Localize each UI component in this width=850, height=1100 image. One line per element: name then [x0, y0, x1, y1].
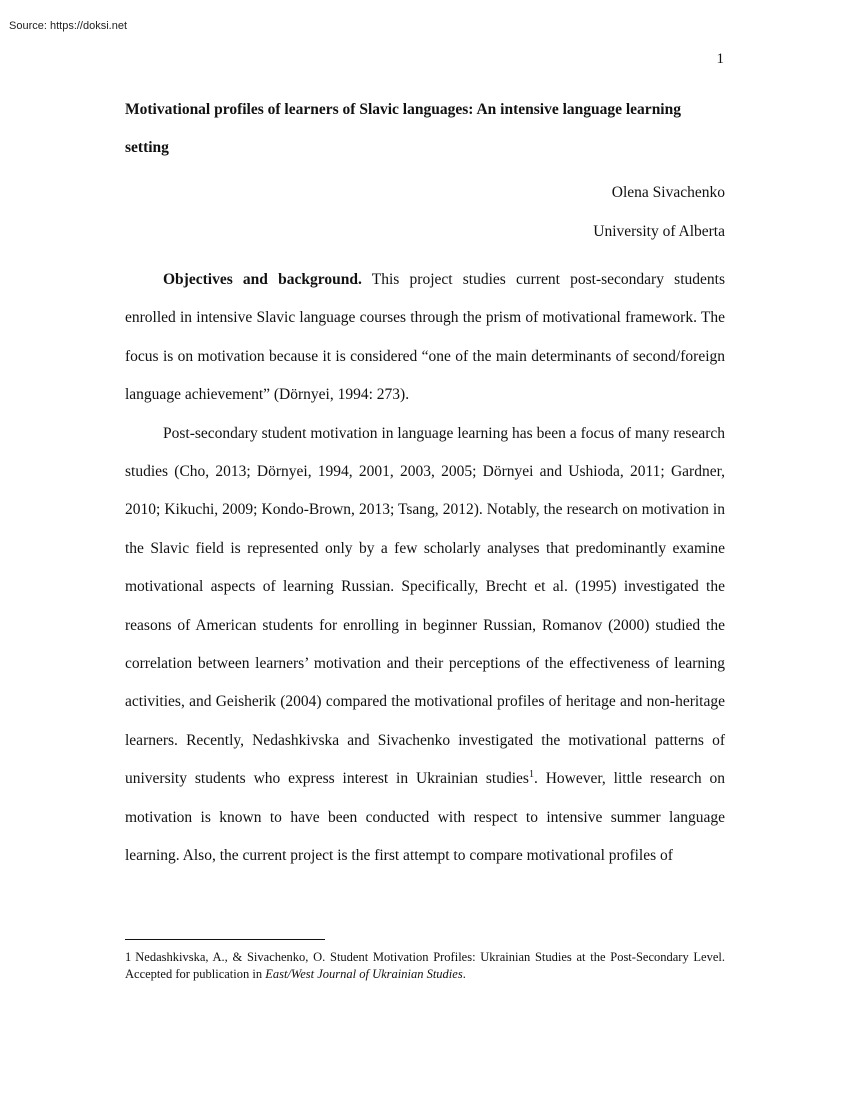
footnote-end: . — [462, 967, 466, 981]
footnote-divider — [125, 939, 325, 940]
paragraph-literature — [125, 415, 725, 876]
paragraph-text: This project studies current post-secondary students enrolled in intensive Slavic language courses through the prism of motivational framework. The focus is on motivation because it is considered “one of the main determinants of second/foreign language achievement” (Dörnyei, 1994: 273). — [125, 271, 725, 404]
footnote-number: 1 — [125, 950, 132, 964]
paragraph-text: Post-secondary student motivation in language learning has been a focus of many research studies (Cho, 2013; Dörnyei, 1994, 2001, 2003, 2005; Dörnyei and Ushioda, 2011; Gardner, 2010; Kikuchi, 2009; Kondo-Brown, 2013; Tsang, 2012). Notably, the research on motivation in the Slavic field is represented only by a few scholarly analyses that predominantly examine motivational aspects of learning Russian. Specifically, Brecht et al. (1995) investigated the reasons of American students for enrolling in beginner Russian, Romanov (2000) studied the correlation between learners’ motivation and their perceptions of the effectiveness of learning activities, and Geisherik (2004) compared the motivational profiles of heritage and non-heritage learners. Recently, Nedashkivska and Sivachenko investigated the motivational patterns of university students who express interest in Ukrainian studies — [125, 424, 725, 788]
section-lead-heading: Objectives and background. — [163, 271, 362, 288]
page-number: 1 — [716, 51, 724, 67]
footnote-text: Nedashkivska, A., & Sivachenko, O. Student Motivation Profiles: Ukrainian Studies at the Post-Secondary Level. Accepted for publication in — [125, 950, 725, 981]
footnote — [125, 949, 725, 983]
footnote-venue: East/West Journal of Ukrainian Studies — [265, 967, 463, 981]
footnote-reference: 1 — [528, 769, 534, 781]
body-text — [125, 261, 725, 876]
paragraph-text: . However, little research on motivation is known to have been conducted with respect to intensive summer language learning. Also, the current project is the first attempt to compare motivational profiles of — [125, 770, 725, 865]
author-affiliation: University of Alberta — [593, 223, 725, 240]
paper-title: Motivational profiles of learners of Slavic languages: An intensive language learning setting — [125, 101, 681, 157]
paragraph-objectives — [125, 261, 725, 415]
author-name: Olena Sivachenko — [611, 184, 725, 201]
source-label: Source: https://doksi.net — [9, 20, 128, 32]
